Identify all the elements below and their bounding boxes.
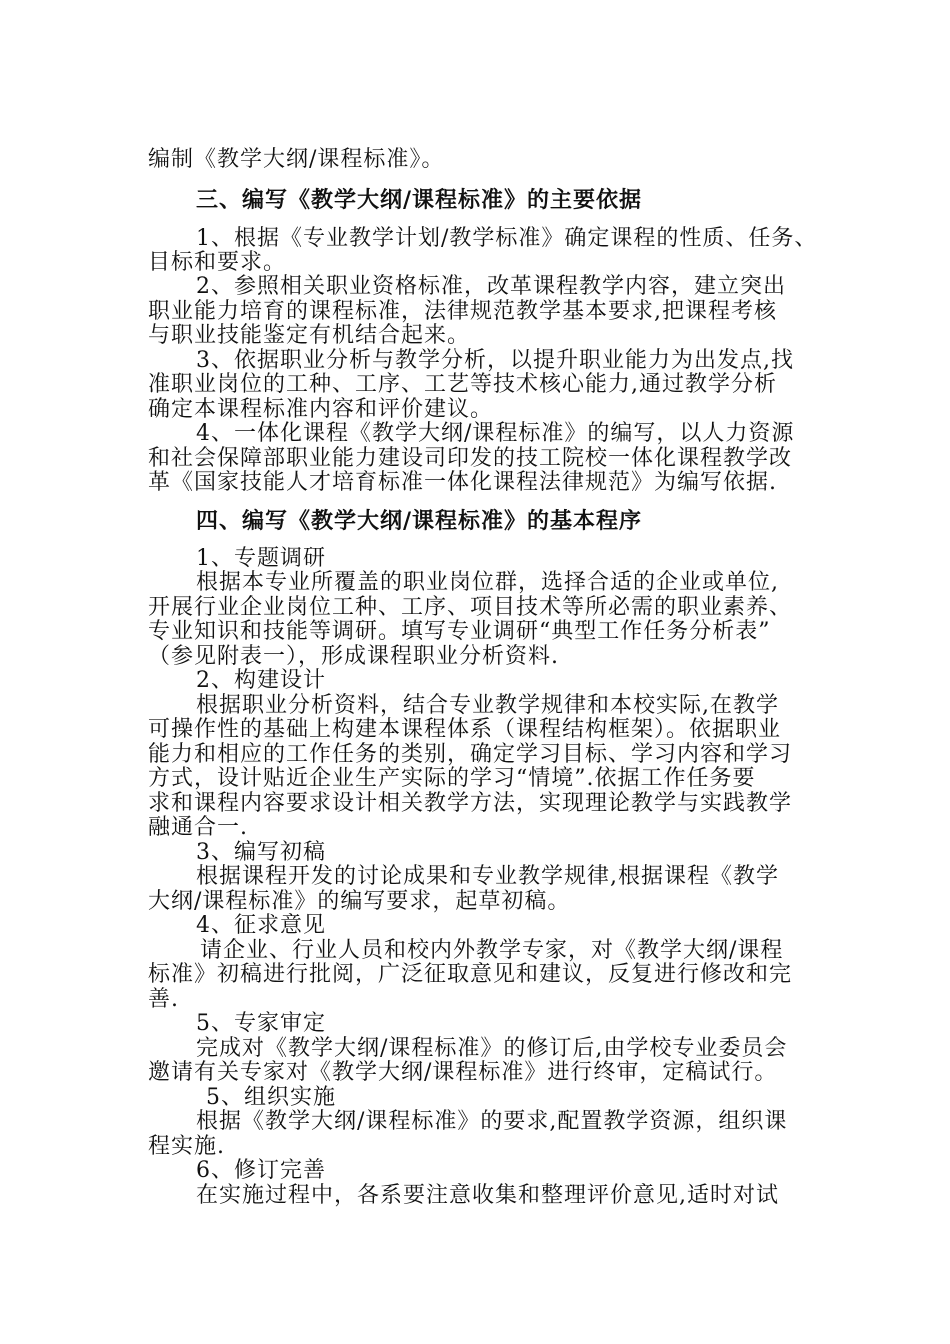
subheading: 6、修订完善 [196,1158,326,1183]
text-line: 开展行业企业岗位工种、工序、项目技术等所必需的职业素养、 [148,595,793,620]
text-line: 完成对《教学大纲/课程标准》的修订后,由学校专业委员会 [196,1036,788,1061]
text-line: 能力和相应的工作任务的类别，确定学习目标、学习内容和学习 [148,742,793,767]
text-line: 革《国家技能人才培育标准一体化课程法律规范》为编写依据. [148,470,777,495]
text-line: 善. [148,987,179,1012]
text-line: 1、根据《专业教学计划/教学标准》确定课程的性质、任务、 [196,226,818,251]
subheading: 5、专家审定 [196,1011,326,1036]
text-line: 标准》初稿进行批阅，广泛征取意见和建议，反复进行修改和完 [148,962,793,987]
text-line: 与职业技能鉴定有机结合起来。 [148,323,471,348]
text-line: 融通合一. [148,815,248,840]
subheading: 2、构建设计 [196,668,326,693]
text-line: 根据职业分析资料，结合专业教学规律和本校实际,在教学 [196,693,779,718]
section-heading-3: 三、编写《教学大纲/课程标准》的主要依据 [196,187,643,213]
text-line: 目标和要求。 [148,250,287,275]
subheading: 5、组织实施 [206,1085,336,1110]
text-line: 根据《教学大纲/课程标准》的要求,配置教学资源，组织课 [196,1109,788,1134]
text-line: 3、依据职业分析与教学分析，以提升职业能力为出发点,找 [196,348,794,373]
subheading: 3、编写初稿 [196,840,326,865]
text-line: 求和课程内容要求设计相关教学方法，实现理论教学与实践教学 [148,791,793,816]
text-line: 程实施. [148,1134,225,1159]
section-heading-4: 四、编写《教学大纲/课程标准》的基本程序 [196,508,643,534]
text-line: 邀请有关专家对《教学大纲/课程标准》进行终审，定稿试行。 [148,1060,778,1085]
text-line: 根据课程开发的讨论成果和专业教学规律,根据课程《教学 [196,864,779,889]
text-line: 根据本专业所覆盖的职业岗位群，选择合适的企业或单位, [196,570,779,595]
text-line: 可操作性的基础上构建本课程体系（课程结构框架）。依据职业 [148,717,782,742]
text-line: 和社会保障部职业能力建设司印发的技工院校一体化课程教学改 [148,446,793,471]
text-line: （参见附表一），形成课程职业分析资料. [148,644,559,669]
text-line: 专业知识和技能等调研。填写专业调研“典型工作任务分析表” [148,619,771,644]
text-line: 2、参照相关职业资格标准，改革课程教学内容，建立突出 [196,274,786,299]
text-line: 职业能力培育的课程标准，法律规范教学基本要求,把课程考核 [148,299,777,324]
text-line: 大纲/课程标准》的编写要求，起草初稿。 [148,889,571,914]
subheading: 4、征求意见 [196,913,326,938]
text-line: 在实施过程中，各系要注意收集和整理评价意见,适时对试 [196,1183,779,1208]
text-line: 请企业、行业人员和校内外教学专家，对《教学大纲/课程 [200,938,784,963]
text-line: 确定本课程标准内容和评价建议。 [148,397,494,422]
subheading: 1、专题调研 [196,546,326,571]
text-line: 方式，设计贴近企业生产实际的学习“情境”.依据工作任务要 [148,766,756,791]
text-line: 编制《教学大纲/课程标准》。 [148,147,445,172]
text-line: 4、一体化课程《教学大纲/课程标准》的编写，以人力资源 [196,421,795,446]
text-line: 准职业岗位的工种、工序、工艺等技术核心能力,通过教学分析 [148,372,777,397]
